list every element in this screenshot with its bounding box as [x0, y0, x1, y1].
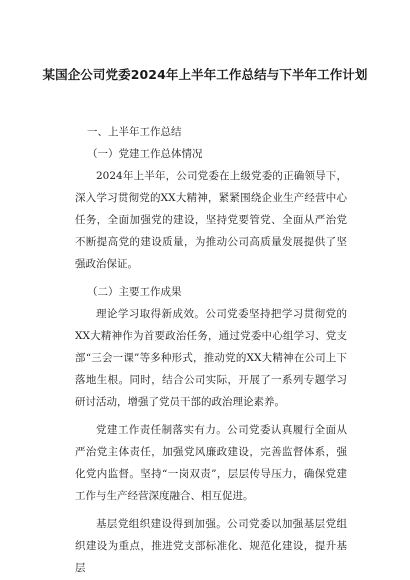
- paragraph-grassroots-organization: 基层党组织建设得到加强。公司党委以加强基层党组织建设为重点，推进党支部标准化、规范化建设，提升基层: [75, 518, 347, 574]
- subheading-main-achievements: （二）主要工作成果: [87, 286, 182, 298]
- document-title: 某国企公司党委2024年上半年工作总结与下半年工作计划: [42, 67, 368, 82]
- document-body: [75, 121, 347, 579]
- paragraph-responsibility-system: 党建工作责任制落实有力。公司党委认真履行全面从严治党主体责任，加强党风廉政建设，完善监督体系，强化党内监督。坚持“一岗双责”，层层传导压力，确保党建工作与生产经营深度融合、相互促进。: [75, 424, 347, 502]
- subheading-party-building-overview: （一）党建工作总体情况: [87, 148, 203, 160]
- section-heading-first-half-summary: 一、上半年工作总结: [87, 126, 182, 138]
- paragraph-overview: 2024年上半年，公司党委在上级党委的正确领导下，深入学习贯彻党的XX大精神，紧紧围绕企业生产经营中心任务，全面加强党的建设，坚持党要管党、全面从严治党不断提高党的建设质量，为推动公司高质量发展提供了坚强政治保证。: [75, 170, 347, 270]
- paragraph-theory-study: 理论学习取得新成效。公司党委坚持把学习贯彻党的XX大精神作为首要政治任务，通过党委中心组学习、党支部“三会一课”等多种形式，推动党的XX大精神在公司上下落地生根。同时，结合公司实际，开展了一系列专题学习研讨活动，增强了党员干部的政治理论素养。: [75, 308, 347, 408]
